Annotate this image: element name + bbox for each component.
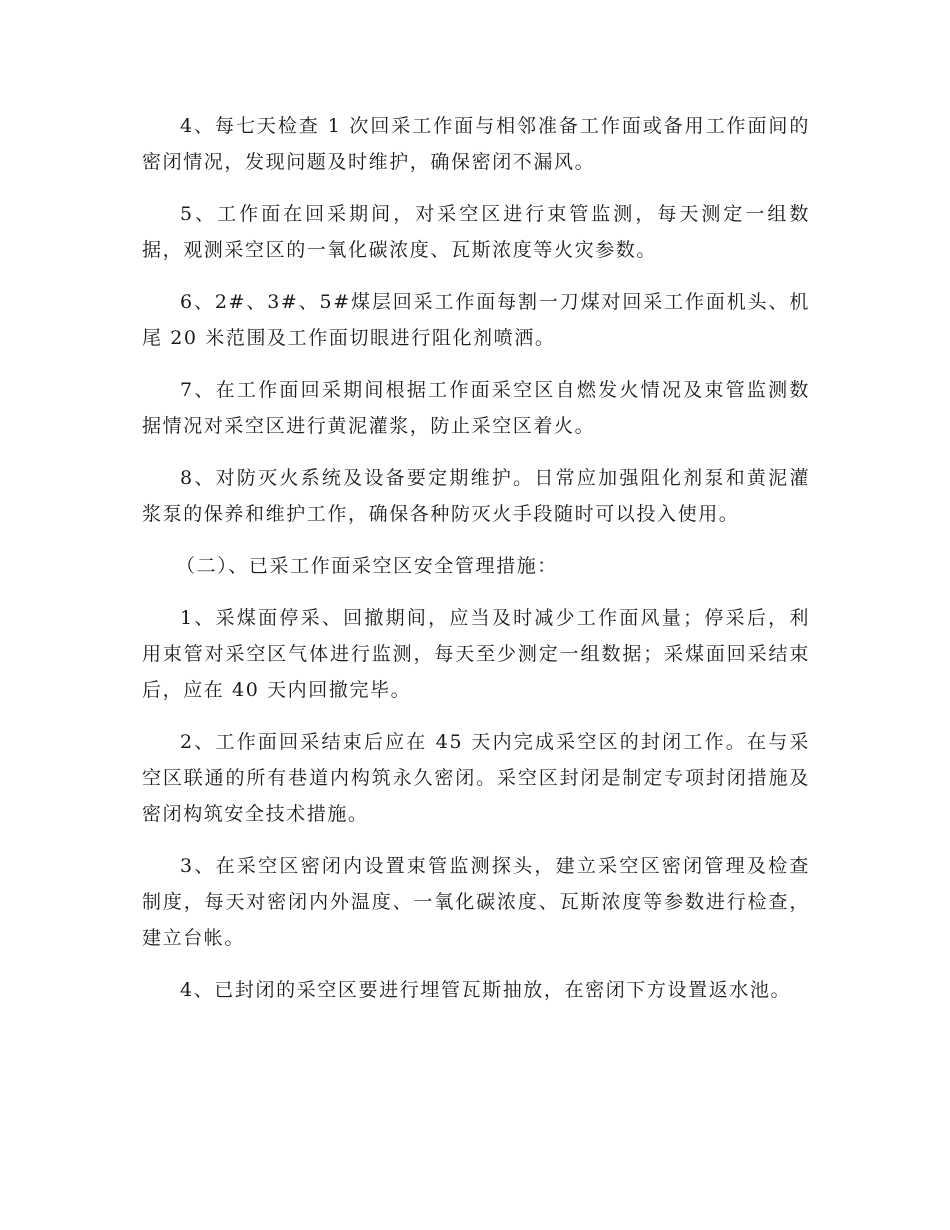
document-body (142, 108, 810, 1024)
paragraph-item-6: 6、2#、3#、5#煤层回采工作面每割一刀煤对回采工作面机头、机尾 20 米范围及工作面切眼进行阻化剂喷洒。 (142, 291, 810, 349)
section-paragraph-1: 1、采煤面停采、回撤期间，应当及时减少工作面风量；停采后，利用束管对采空区气体进行监测，每天至少测定一组数据；采煤面回采结束后，应在 40 天内回撤完毕。 (142, 607, 810, 701)
section-paragraph-3: 3、在采空区密闭内设置束管监测探头，建立采空区密闭管理及检查制度，每天对密闭内外温度、一氧化碳浓度、瓦斯浓度等参数进行检查，建立台帐。 (142, 855, 810, 949)
paragraph-item-7: 7、在工作面回采期间根据工作面采空区自燃发火情况及束管监测数据情况对采空区进行黄泥灌浆，防止采空区着火。 (142, 379, 810, 437)
paragraph-item-5: 5、工作面在回采期间，对采空区进行束管监测，每天测定一组数据，观测采空区的一氧化碳浓度、瓦斯浓度等火灾参数。 (142, 203, 810, 261)
paragraph-item-8: 8、对防灭火系统及设备要定期维护。日常应加强阻化剂泵和黄泥灌浆泵的保养和维护工作，确保各种防灭火手段随时可以投入使用。 (142, 467, 810, 525)
paragraph-item-4: 4、每七天检查 1 次回采工作面与相邻准备工作面或备用工作面间的密闭情况，发现问题及时维护，确保密闭不漏风。 (142, 115, 810, 173)
section-heading: （二）、已采工作面采空区安全管理措施： (176, 555, 558, 577)
section-paragraph-4: 4、已封闭的采空区要进行埋管瓦斯抽放，在密闭下方设置返水池。 (180, 979, 792, 1001)
section-paragraph-2: 2、工作面回采结束后应在 45 天内完成采空区的封闭工作。在与采空区联通的所有巷道内构筑永久密闭。采空区封闭是制定专项封闭措施及密闭构筑安全技术措施。 (142, 731, 810, 825)
